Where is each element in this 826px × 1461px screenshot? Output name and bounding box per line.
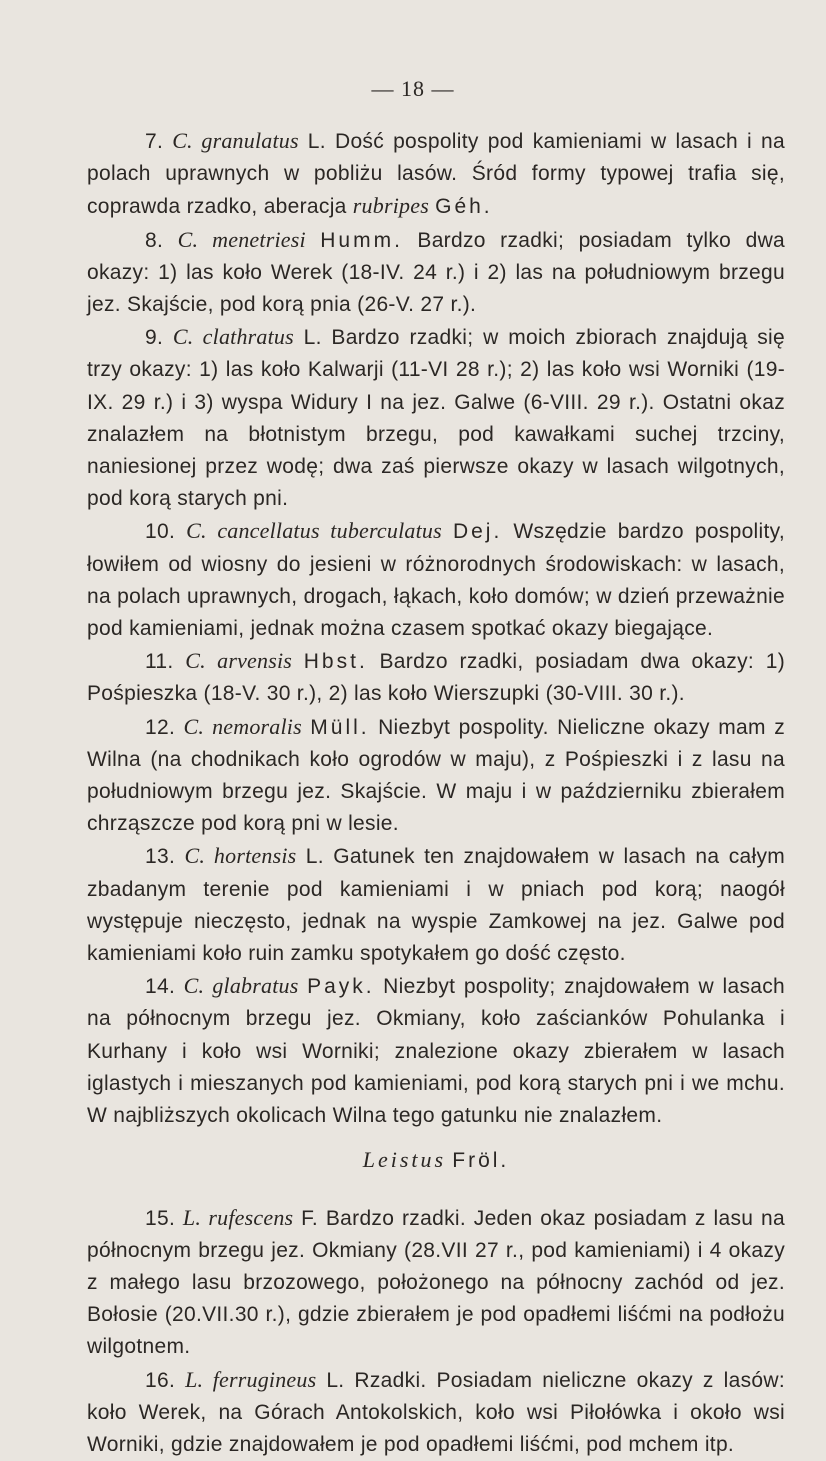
species-entry-11 [87, 645, 785, 710]
species-name: L. rufescens [182, 1204, 294, 1230]
species-name: C. hortensis [184, 843, 297, 869]
genus-name: Leistus [362, 1147, 447, 1173]
entry-text: Niezbyt pospolity. Nieliczne okazy mam z Wilna (na chodnikach koło ogrodów w maju), z Pośpieszki i z lasu na południowym brzegu jez. Skajście. W maju i w październiku zbierałem chrząszcze pod korą pni w lesie. [87, 715, 786, 836]
species-entry-16 [87, 1364, 785, 1461]
species-entry-15 [87, 1202, 785, 1364]
entry-text: Bardzo rzadki; posiadam tylko dwa okazy: 1) las koło Werek (18-IV. 24 r.) i 2) las na południowym brzegu jez. Skajście, pod korą pnia (26-V. 27 r.). [87, 228, 786, 317]
species-entry-13 [87, 840, 785, 970]
genus-author: Fröl. [452, 1149, 510, 1173]
entry-number: 16. [145, 1368, 176, 1392]
entry-text: Niezbyt pospolity; znajdowałem w lasach na północnym brzegu jez. Okmiany, koło zaścianków Pohulanka i Kurhany i koło wsi Worniki; znalezione okazy zbierałem w lasach iglastych i mieszanych pod kamieniami, pod korą starych pni i we mchu. W najbliższych okolicach Wilna tego gatunku nie znalazłem. [87, 975, 786, 1128]
species-entry-12 [87, 711, 785, 841]
aberration-name: rubripes [352, 193, 429, 219]
entry-number: 13. [145, 845, 176, 869]
species-author: F. [301, 1206, 319, 1230]
species-author: Müll. [310, 715, 370, 739]
entry-number: 10. [145, 520, 176, 544]
document-body [87, 125, 785, 1461]
entry-text: Gatunek ten znajdowałem w lasach na całym zbadanym terenie pod kamieniami i w pniach pod korą; naogół występuje nieczęsto, jednak na wyspie Zamkowej na jez. Galwe pod kamieniami koło ruin zamku spotykałem go dość często. [87, 845, 786, 966]
species-author: Dej. [452, 520, 503, 544]
species-name: C. granulatus [172, 128, 299, 153]
entry-text: Bardzo rzadki; w moich zbiorach znajdują się trzy okazy: 1) las koło Kalwarji (11-VI 28 r.); 2) las koło wsi Worniki (19-IX. 29 r.) i 3) wyspa Widury I na jez. Galwe (6-VIII. 29 r.). Ostatni okaz znalazłem na błotnistym brzegu, pod kawałkami suchej trzciny, naniesionej przez wodę; dwa zaś pierwsze okazy w lasach wilgotnych, pod korą starych pni. [87, 326, 786, 511]
species-author: L. [326, 1368, 345, 1392]
species-author: Humm. [320, 228, 403, 252]
entry-text: Bardzo rzadki, posiadam dwa okazy: 1) Pośpieszka (18-V. 30 r.), 2) las koło Wierszupki (30-VIII. 30 r.). [87, 650, 785, 706]
species-name: C. clathratus [172, 324, 294, 350]
species-entry-14 [87, 970, 785, 1132]
species-author: Hbst. [303, 650, 368, 674]
entry-number: 14. [145, 975, 176, 999]
entry-number: 8. [145, 228, 164, 252]
entry-text: Bardzo rzadki. Jeden okaz posiadam z lasu na północnym brzegu jez. Okmiany (28.VII 27 r., pod kamieniami) i 4 okazy z małego lasu brzozowego, położonego na północny zachód od jez. Bołosie (20.VII.30 r.), gdzie zbierałem je pod opadłemi liśćmi na podłożu wilgotnem. [87, 1206, 786, 1359]
species-name: C. arvensis [185, 648, 293, 674]
species-name: C. menetriesi [177, 226, 306, 252]
aberration-author: Géh. [435, 195, 493, 219]
genus-heading [87, 1144, 785, 1177]
species-name: C. nemoralis [183, 713, 302, 739]
entry-text: Rzadki. Posiadam nieliczne okazy z lasów: koło Werek, na Górach Antokolskich, koło wsi Piłołówka i około wsi Worniki, gdzie znajdowałem je pod opadłemi liśćmi, pod mchem itp. [87, 1368, 786, 1456]
entry-text: Dość pospolity pod kamieniami w lasach i na polach uprawnych w pobliżu lasów. Śród formy typowej trafia się, coprawda rzadko, aberacja [87, 130, 786, 219]
entry-number: 15. [145, 1206, 176, 1230]
species-entry-7 [87, 125, 785, 224]
entry-text: Wszędzie bardzo pospolity, łowiłem od wiosny do jesieni w różnorodnych środowiskach: w lasach, na polach uprawnych, drogach, łąkach, koło domów; w dzień przeważnie pod kamieniami, jednak można czasem spotkać okazy biegające. [87, 520, 786, 641]
species-entry-9 [87, 321, 785, 515]
entry-number: 7. [145, 130, 164, 153]
page-number: — 18 — [371, 76, 455, 101]
entry-number: 11. [145, 650, 174, 674]
species-author: Payk. [307, 975, 375, 999]
species-author: L. [307, 130, 326, 153]
species-author: L. [303, 326, 322, 350]
entry-number: 9. [145, 326, 164, 350]
entry-number: 12. [145, 715, 176, 739]
species-entry-8 [87, 224, 785, 322]
species-name: C. glabratus [183, 973, 299, 999]
species-entry-10 [87, 515, 785, 645]
species-author: L. [305, 845, 324, 869]
species-name: L. ferrugineus [185, 1366, 317, 1392]
species-name: C. cancellatus tuberculatus [186, 518, 442, 544]
